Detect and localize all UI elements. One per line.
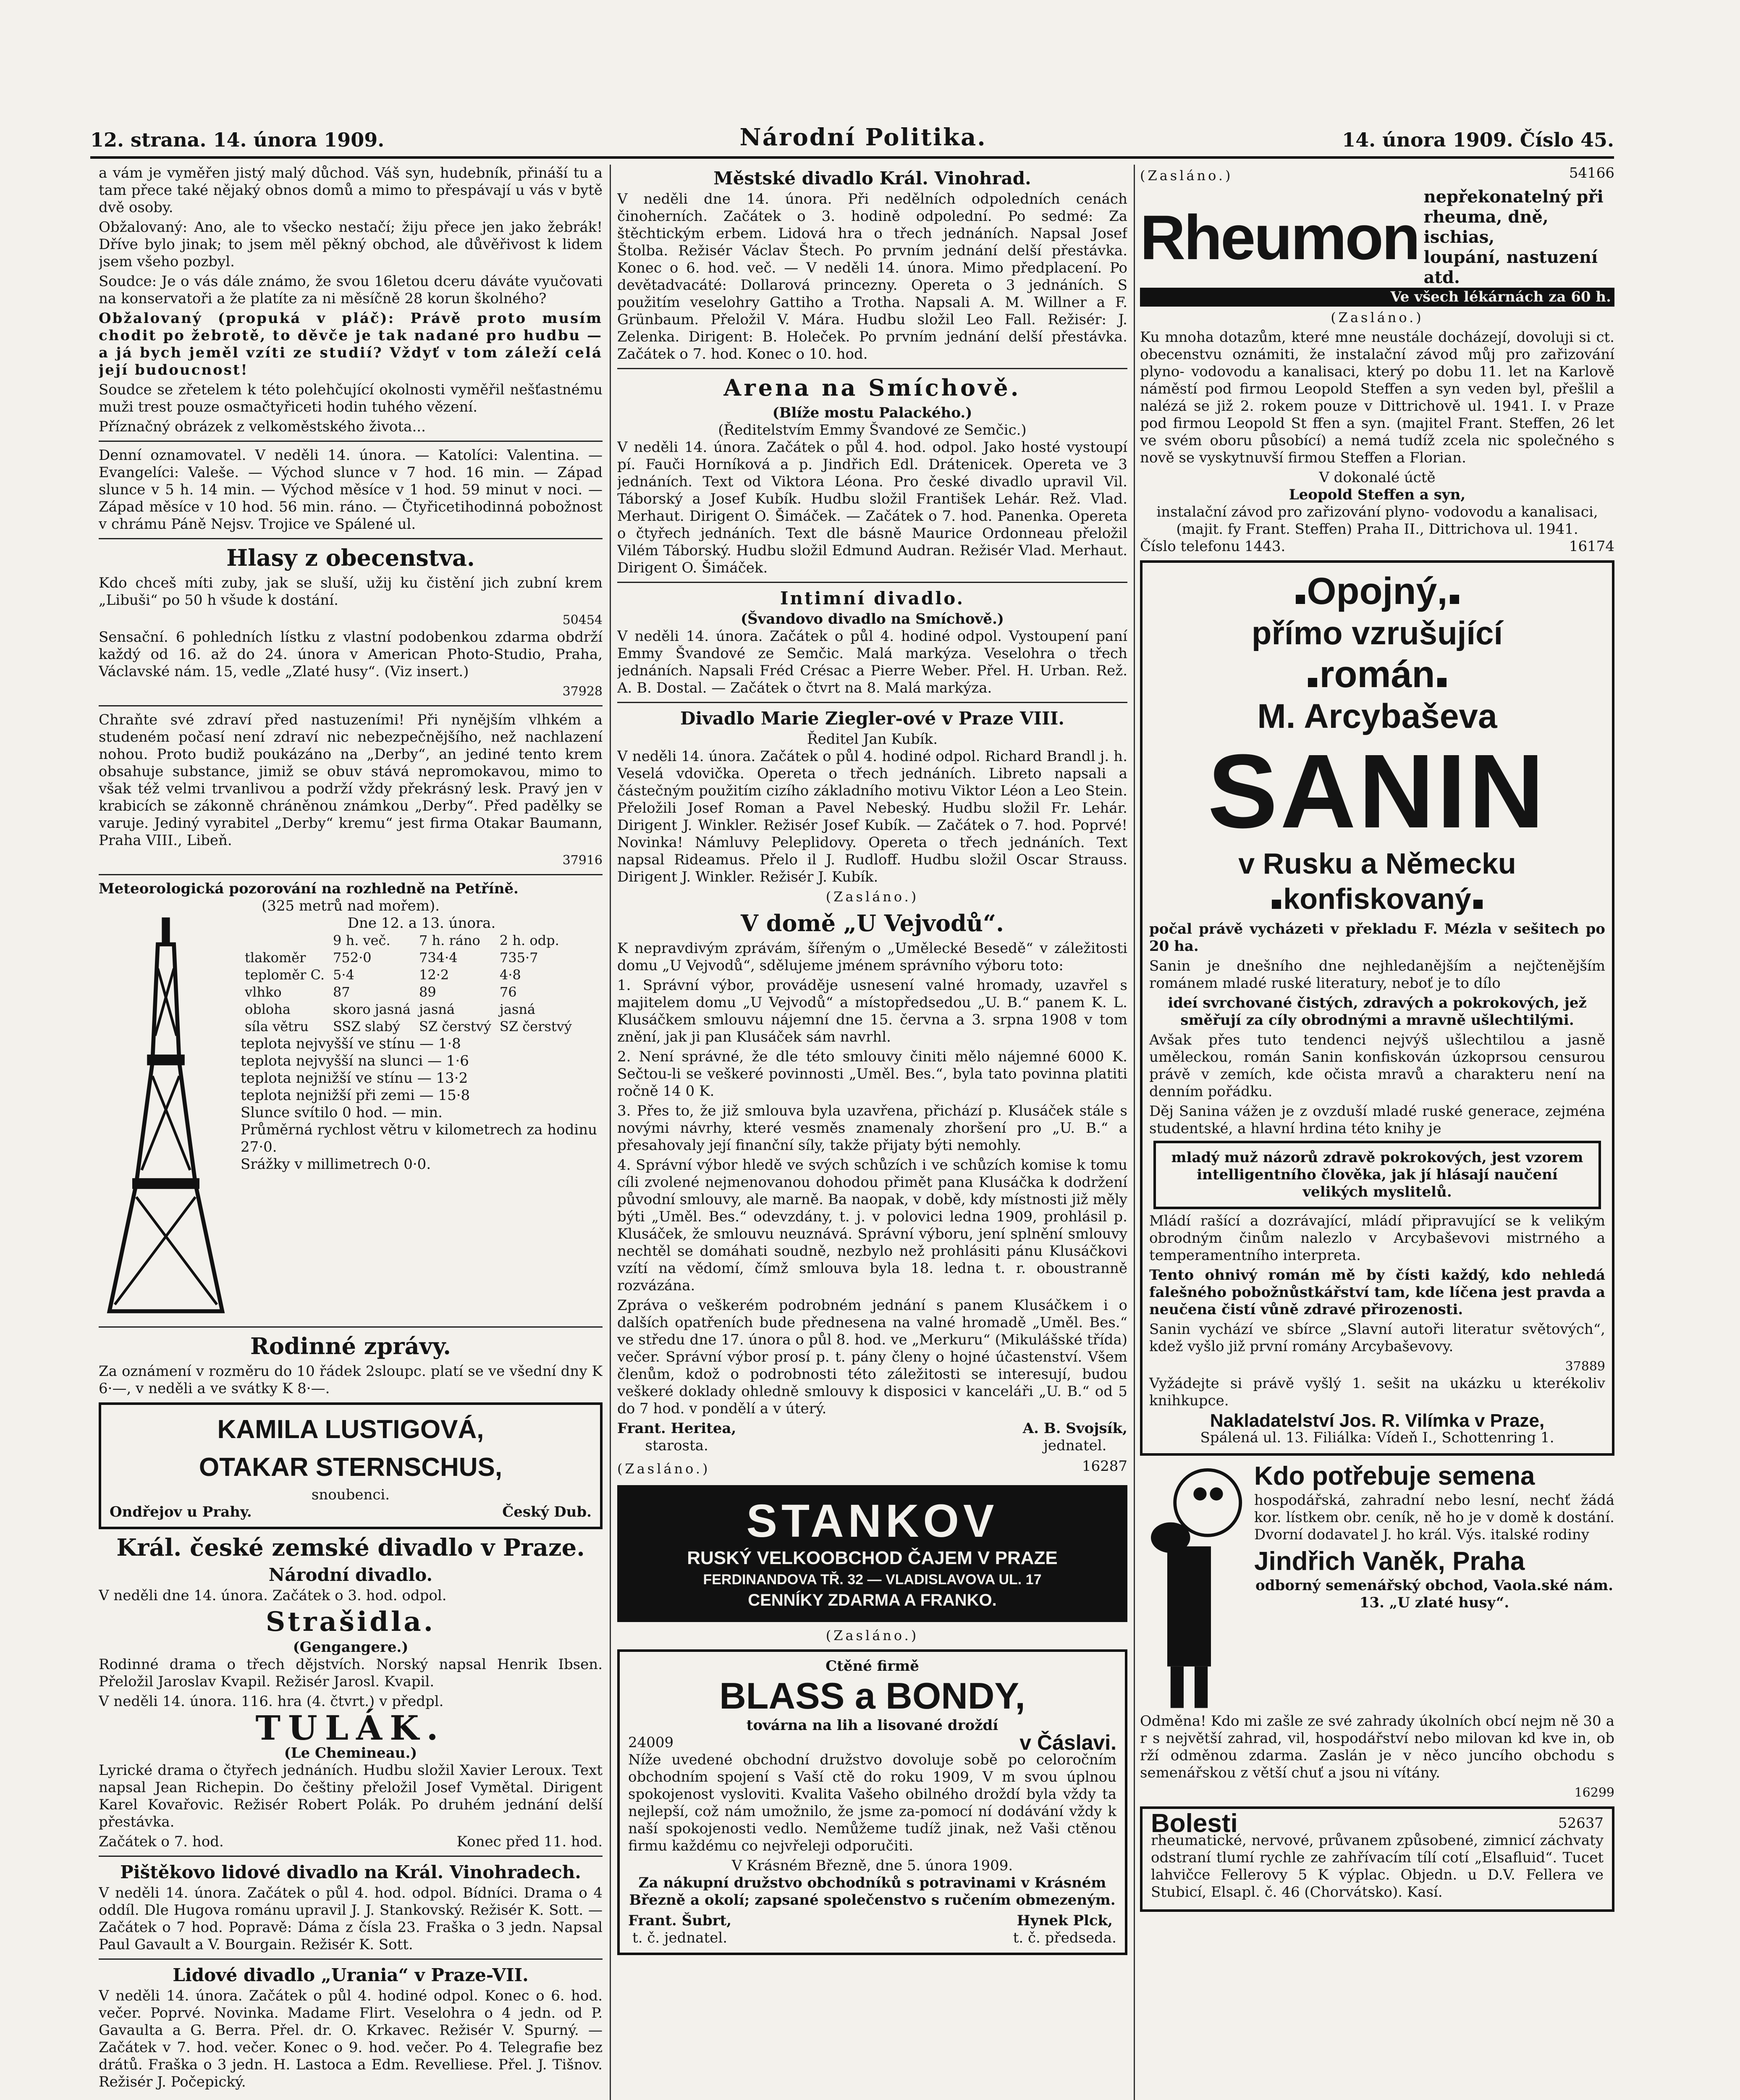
town: v Čáslavi. xyxy=(1019,1731,1116,1754)
meteo-value: 76 xyxy=(499,984,517,1000)
theater-heading: Král. české zemské divadlo v Praze. xyxy=(116,1534,585,1562)
ad-box: mladý muž názorů zdravě pokrokových, jest vzorem intelligentního člověka, jak jí hlásají naučení velikých myslitelů. xyxy=(1153,1141,1601,1209)
ad-text: Vyžádejte si právě vyšlý 1. sešit na ukázku u kterékoliv knihkupce. xyxy=(1149,1375,1605,1409)
ad-line: loupání, nastuzení atd. xyxy=(1423,247,1598,287)
notice: Sensační. 6 pohledních lístku z vlastní podobenkou zdarma obdrží každý od 16. až do 24. února v American Photo-Studio, Praha, Václavské nám. 15, vedle „Zlaté husy“. (Viz insert.) xyxy=(99,629,603,680)
section-heading: Rodinné zprávy. xyxy=(250,1333,451,1360)
sanin-line xyxy=(1149,881,1605,916)
meteo-date: Dne 12. a 13. února. xyxy=(347,915,496,932)
notice: Kdo chceš míti zuby, jak se sluší, užij ku čistění jich zubní krem „Libuši“ po 50 h všude k dostání. xyxy=(99,575,603,609)
notice: V neděli dne 14. února. Začátek o 3. hod. odpol. xyxy=(99,1587,447,1604)
ref-number: 37889 xyxy=(1565,1359,1605,1374)
meteo-note: Slunce svítilo 0 hod. — min. xyxy=(241,1104,443,1121)
notice: V neděli dne 14. února. Při nedělních odpoledních cenách činoherních. Začátek o 3. hodině odpolední. Po sedmé: Za štěchtickým erbem. Lidová hra o třech jednáních. Napsal Josef Štolba. Režisér Václav Štech. Po prvním jednání delší přestávka. Konec o 6. hod. več. — V neděli 14. února. Mimo předplacení. Po devětadvacáté: Dollarová princezny. Opereta o 3 jednáních. S použitím veselohry Gattiho a Trotha. Napsali A. M. Willner a F. Grünbaum. Přeložil V. Mára. Hudbu složil Leo Fall. Režisér: J. Zelenka. Dirigent: B. Holeček. Po prvním jednání delší přestávka. Začátek o 7. hod. Konec o 10. hod. xyxy=(617,191,1127,362)
ref-number: 16299 xyxy=(1574,1785,1614,1800)
rheumon-ad xyxy=(1140,187,1614,288)
article-paragraph: Soudce se zřetelem k této polehčující okolnosti vyměřil nešťastnému muži trest pouze osmačtyřiceti hodin tuhého vězení. xyxy=(99,381,603,415)
section-heading: Arena na Smíchově. xyxy=(723,374,1021,401)
ref-number: 37928 xyxy=(562,684,603,699)
separator xyxy=(617,368,1127,369)
notice: Rodinné drama o třech dějstvích. Norský napsal Henrik Ibsen. Přeložil Jaroslav Kvapil. Režisér Jarosl. Kvapil. xyxy=(99,1656,603,1690)
notice: V neděli 14. února. 116. hra (4. čtvrt.) v předpl. xyxy=(99,1693,444,1710)
subheading: Lidové divadlo „Urania“ v Praze-VII. xyxy=(173,1965,529,1985)
sanin-line: M. Arcybaševa xyxy=(1257,697,1497,735)
meteo-note: teplota nejvyšší ve stínu — 1·8 xyxy=(241,1035,461,1052)
blass-bondy-ad xyxy=(617,1649,1127,1955)
meteo-header-row xyxy=(241,932,576,949)
zaslano-label: (Zasláno.) xyxy=(825,1628,919,1643)
ad-text: Odměna! Kdo mi zašle ze své zahrady úkolních obcí nejm ně 30 a r s největší zahrad, vil, hospodářství nebo milovan kd kve in, ob rží odměnou zdarma. Zaslán je v něco juncího obchodu s semenářskou z větší chuť a jsou ni vítány. xyxy=(1140,1713,1614,1781)
bolesti-ad xyxy=(1140,1806,1614,1912)
ref-number: 37916 xyxy=(562,853,603,868)
separator xyxy=(99,874,603,875)
ad-line: Ve všech lékárnách za 60 h. xyxy=(1140,288,1614,307)
seed-title: Kdo potřebuje semena xyxy=(1254,1462,1535,1491)
seed-ad xyxy=(1140,1461,1614,1713)
meteo-value: 4·8 xyxy=(499,967,521,983)
wedding-announcement xyxy=(99,1402,603,1529)
meteo-value: 734·4 xyxy=(419,950,458,966)
rheumon-logo: Rheumon xyxy=(1140,202,1419,273)
subheading: Národní divadlo. xyxy=(268,1564,433,1585)
notice: Chraňte své zdraví před nastuzeními! Při nynějším vlhkém a studeném počasí není zdraví nic nebezpečnějšího, než nachlazení nohou. Proto budiž poukázáno na „Derby“, an jediné tento krem obsahuje substance, jimiž se obuv stává nepromokavou, mimo to však též velmi trvanlivou a podrží vždy překrásný lesk. Pravý jen v krabicích se zákonně chráněnou známkou „Derby“. Před padělky se varuje. Jediný vyrabitel „Derby“ kremu“ jest firma Otakar Baumann, Praha VIII., Libeň. xyxy=(99,711,603,849)
meteo-label: teploměr C. xyxy=(245,967,325,983)
sanin-line: přímo vzrušující xyxy=(1251,614,1503,651)
phone: Číslo telefonu 1443. xyxy=(1140,538,1286,555)
header-left: 12. strana. 14. února 1909. xyxy=(90,129,385,151)
zaslano-label: (Zasláno.) xyxy=(617,1461,710,1477)
bride-name: KAMILA LUSTIGOVÁ, xyxy=(217,1415,484,1444)
separator xyxy=(99,441,603,442)
company-name: BLASS a BONDY, xyxy=(719,1675,1025,1717)
meteo-value: 87 xyxy=(333,984,350,1000)
signature-role: t. č. předseda. xyxy=(1013,1929,1116,1946)
play-title: Strašidla. xyxy=(265,1606,436,1638)
ref-number: 52637 xyxy=(1558,1815,1604,1832)
meteo-value: SZ čerstvý xyxy=(419,1018,491,1034)
ad-stamp: Za nákupní družstvo obchodníků s potravinami v Krásném Březně a okolí; zapsané společenstvo s ručením obmezeným. xyxy=(629,1874,1116,1908)
page-header xyxy=(90,123,1614,151)
article-paragraph: Příznačný obrázek z velkoměstského života... xyxy=(99,418,426,435)
stankov-line: CENNÍKY ZDARMA A FRANKO. xyxy=(748,1591,997,1609)
play-subtitle: (Gengangere.) xyxy=(293,1639,409,1656)
separator xyxy=(617,582,1127,583)
meteo-subtitle: (325 metrů nad mořem). xyxy=(261,898,440,914)
engaged-label: snoubenci. xyxy=(311,1486,390,1503)
ad-line: rheuma, dně, ischias, xyxy=(1423,207,1549,247)
meteo-label: obloha xyxy=(245,1001,291,1017)
signature-name: Hynek Plck, xyxy=(1017,1912,1113,1929)
sanin-line: v Rusku a Německu xyxy=(1238,847,1516,880)
ad-text: rheumatické, nervové, průvanem způsobené, zimnicí záchvaty odstraní tlumí rychle ze zahřívacím tílí cotí „Elsafluid“. Tucet lahvičce Fellerovy 5 K výplac. Objedn. u D.V. Fellera ve Stubicí, Elsapl. č. 46 (Chorvátsko). Kasí. xyxy=(1151,1832,1604,1900)
ad-line: V dokonalé úctě xyxy=(1319,469,1436,486)
subheading: Intimní divadlo. xyxy=(780,588,965,609)
header-title: Národní Politika. xyxy=(739,123,987,151)
start-time: Začátek o 7. hod. xyxy=(99,1833,224,1850)
column-1 xyxy=(99,165,603,2100)
town-right: Český Dub. xyxy=(502,1504,592,1520)
article-paragraph: Obžalovaný (propuká v pláč): Právě proto musím chodit po žebrotě, to děvče je tak nadané pro hudbu — a já bych jeměl vzíti ze studií? Vždyť v tom záleží celá její budoucnost! xyxy=(99,310,603,378)
stankov-logo: STANKOV xyxy=(746,1495,998,1547)
meteo-row xyxy=(241,1001,576,1018)
ad-text: Níže uvedené obchodní družstvo dovoluje sobě po celoročním obchodním spojení s Vaší ctě do roku 1909, V m svou úplnou spokojenost vysloviti. Kvalita Vašeho obilného droždí byla vždy ta nejlepší, což nám umožnilo, že jsme za-pomocí ní dodávání vždy k naší spokojenosti vedlo. Nemůžeme tudíž jinak, než Vaši ctěnou firmu každému co nejvřeleji odporučiti. xyxy=(628,1751,1116,1854)
farmer-illustration xyxy=(1140,1461,1249,1713)
section-heading: Hlasy z obecenstva. xyxy=(226,544,475,571)
ref-number: 54166 xyxy=(1569,165,1614,181)
play-title: TULÁK. xyxy=(255,1708,446,1748)
column-divider xyxy=(610,165,611,2100)
meteo-title: Meteorologická pozorování na rozhledně na Petříně. xyxy=(99,880,519,897)
zaslano-label: (Zasláno.) xyxy=(1140,168,1233,184)
header-rule xyxy=(90,156,1614,159)
meteo-value: 752·0 xyxy=(333,950,372,966)
meteo-note: teplota nejnižší při zemi — 15·8 xyxy=(241,1087,470,1104)
notice: Ku mnoha dotazům, které mne neustále docházejí, dovoluji si ct. obecenstvu oznámiti, že instalační závod můj pro zařizování plyno- vodovodu a kanalisaci, který po dobu 11. let na Karlově náměstí pod firmou Leopold Steffen a syn veden byl, přešlil a nalézá se již 2. rokem pouze v Dittrichově ul. 1941. I. v Praze pod firmou Leopold St ffen a syn. (majitel Frant. Steffen, 26 let ve svém oboru působící) a nemá tudíž zcela nic společného s nově se vyskytnuvší firmou Steffen a Florian. xyxy=(1140,329,1614,466)
ref-number: 24009 xyxy=(628,1734,674,1751)
separator xyxy=(99,538,603,539)
notice: Lyrické drama o čtyřech jednáních. Hudbu složil Xavier Leroux. Text napsal Jean Richepin. Do češtiny přeložil Josef Vymětal. Dirigent Karel Kovařovic. Režisér Robert Polák. Po druhém jednání delší přestávka. xyxy=(99,1762,603,1830)
stankov-ad xyxy=(617,1485,1127,1622)
meteo-block xyxy=(99,915,603,1321)
subheading: Pištěkovo lidové divadlo na Král. Vinohradech. xyxy=(120,1862,581,1882)
ad-text: Avšak přes tuto tendenci nejvýš ušlechtilou a jasně uměleckou, román Sanin konfiskován úzkoprsou censurou právě v zemích, kde očista mravů a charakteru není na denním pořádku. xyxy=(1149,1032,1605,1100)
ad-text: ideí svrchované čistých, zdravých a pokrokových, jež směřují za cíly obrodnými a mravně ušlechtilými. xyxy=(1168,995,1587,1029)
article-paragraph: Obžalovaný: Ano, ale to všecko nestačí; žiju přece jen jako žebrák! Dříve bylo jinak; to jsem měl pěkný obchod, ale důvěřivost k lidem jsem všeho pozbyl. xyxy=(99,219,603,270)
ad-text: Sanin vychází ve sbírce „Slavní autoři literatur světových“, kdež vyšlo již první romány Arcybaševovy. xyxy=(1149,1321,1605,1355)
column-divider xyxy=(1134,165,1135,2100)
separator xyxy=(617,702,1127,703)
notice: V neděli 14. února. Začátek o půl 4. hodiné odpol. Konec o 6. hod. večer. Poprvé. Novinka. Madame Flirt. Veselohra o 4 jedn. od P. Gavaulta a G. Berra. Přel. dr. O. Krkavec. Režisér V. Spurný. — Začátek v 7. hod. večer. Konec o 9. hod. večer. Po 4. Telegrafie bez drátů. Fraška o 3 jedn. H. Lastoca a Edm. Revelliese. Přel. J. Tišnov. Režisér J. Počepický. xyxy=(99,1987,603,2090)
notice: V neděli 14. února. Začátek o půl 4. hodiné odpol. Vystoupení paní Emmy Švandové ze Semčic. Malá markýza. Veselohra o třech jednáních. Napsali Fréd Crésac a Pierre Weber. Přel. H. Urban. Rež. A. B. Dostal. — Začátek o čtvrt na 8. Malá markýza. xyxy=(617,628,1127,696)
ad-text: Děj Sanina vážen je z ovzduší mladé ruské generace, zejména studentské, a hlavní hrdina této knihy je xyxy=(1149,1103,1605,1137)
meteo-col: 7 h. ráno xyxy=(419,932,480,948)
meteo-value: skoro jasná xyxy=(333,1001,411,1017)
meteo-row xyxy=(241,984,576,1001)
meteo-value: jasná xyxy=(499,1001,535,1017)
separator xyxy=(99,1856,603,1857)
meteo-value: SZ čerstvý xyxy=(499,1018,572,1034)
meteo-col: 2 h. odp. xyxy=(499,932,559,948)
meteo-col: 9 h. več. xyxy=(333,932,390,948)
meteo-value: 12·2 xyxy=(419,967,449,983)
meteo-value: 5·4 xyxy=(333,967,354,983)
ad-text: Sanin je dnešního dne nejhledanějším a nejčtenějším románem mladé ruské literatury, neboť je to dílo xyxy=(1149,958,1605,992)
meteo-value: SSZ slabý xyxy=(333,1018,401,1034)
meteo-value: jasná xyxy=(419,1001,455,1017)
meteo-note: teplota nejnižší ve stínu — 13·2 xyxy=(241,1070,468,1087)
subheading: (Švandovo divadlo na Smíchově.) xyxy=(741,611,1004,627)
stankov-line: FERDINANDOVA TŘ. 32 — VLADISLAVOVA UL. 17 xyxy=(703,1572,1042,1588)
article-paragraph: Soudce: Je o vás dále známo, že svou 16letou dceru dáváte vyučovati na konservatoři a že platíte za ni měsíčně 28 korun školného? xyxy=(99,273,603,307)
section-heading: V domě „U Vejvodů“. xyxy=(741,910,1004,937)
column-2 xyxy=(617,165,1127,2100)
sanin-text: román xyxy=(1319,654,1435,696)
ad-line: nepřekonatelný při xyxy=(1423,187,1604,207)
play-subtitle: (Le Chemineau.) xyxy=(284,1745,417,1761)
ad-line: Ctěné firmě xyxy=(825,1658,919,1675)
meteo-label: vlhko xyxy=(245,984,282,1000)
ad-text: počal právě vycházeti v překladu F. Mézla v sešitech po 20 ha. xyxy=(1149,921,1605,955)
subheading: (Blíže mostu Palackého.) xyxy=(772,404,972,421)
end-time: Konec před 11. hod. xyxy=(456,1833,603,1850)
groom-name: OTAKAR STERNSCHUS, xyxy=(199,1453,503,1482)
town-left: Ondřejov u Prahy. xyxy=(110,1504,252,1520)
ref-number: 16174 xyxy=(1569,538,1614,555)
subheading: Městské divadlo Král. Vinohrad. xyxy=(713,168,1031,189)
subheading: Ředitel Jan Kubík. xyxy=(807,731,938,748)
signature-role: jednatel. xyxy=(1043,1437,1107,1454)
daily-calendar: Denní oznamovatel. V neděli 14. února. — Katolíci: Valentina. — Evangelíci: Valeše. — Východ slunce v 7 hod. 16 min. — Západ slunce v 5 h. 14 min. — Východ měsíce v 1 hod. 59 minut v noci. — Západ měsíce v 10 hod. 56 min. ráno. — Čtyřicetihodinná pobožnost v chrámu Páně Nejsv. Trojice ve Spálené ul. xyxy=(99,447,603,533)
sanin-text: Opojný, xyxy=(1307,570,1448,612)
signature-name: Frant. Heritea, xyxy=(617,1420,736,1437)
publisher: Nakladatelství Jos. R. Vilímka v Praze, xyxy=(1210,1410,1545,1431)
column-3 xyxy=(1140,165,1614,2100)
notice: V neděli 14. února. Začátek o půl 4. hod. odpol. Jako hosté vystoupí pí. Fauči Horníková a p. Jindřich Edl. Drátenicek. Opereta ve 3 jednáních. Text od Viktora Léona. Pro české divadlo upravil Vil. Táborský a Josef Kubík. Hudbu složil František Lehár. Rež. Vlad. Merhaut. Dirigent O. Šimáček. — Začátek o 7. hod. Panenka. Opereta o čtyřech jednáních. Text dle básně Maurice Ordonneau přeložil Vilém Táborský. Hudbu složil Edmund Audran. Režisér Vlad. Merhaut. Dirigent O. Šimáček. xyxy=(617,439,1127,576)
seed-company: Jindřich Vaněk, Praha xyxy=(1254,1547,1525,1576)
ad-text: hospodářská, zahradní nebo lesní, nechť žádá kor. lístkem obr. ceník, ně ho je v domě k dostání. Dvorní dodavatel J. ho král. Výs. italské rodiny xyxy=(1254,1492,1614,1543)
ref-number: 50454 xyxy=(562,613,603,627)
article-paragraph: 1. Správní výbor, prováděje usnesení valné hromady, uzavřel s majitelem domu „U Vejvodů“ a místopředsedou „U. B.“ panem K. L. Klusáčkem smlouvu nájemní dne 15. června a 3. srpna 1908 v tom znění, jak ji pan Klusáček sám navrhl. xyxy=(617,977,1127,1045)
zaslano-label: (Zasláno.) xyxy=(1331,310,1424,326)
ref-number: 16287 xyxy=(1082,1458,1127,1475)
article-paragraph: 2. Není správné, že dle této smlouvy činiti mělo nájemné 6000 K. Sečtou-li se veškeré povinnosti „Uměl. Bes.“, byla tato povinna platiti ročně 14 0 K. xyxy=(617,1048,1127,1100)
bolesti-title: Bolesti xyxy=(1151,1809,1238,1838)
ad-line: továrna na lih a lisované droždí xyxy=(746,1717,998,1734)
sanin-text: konfiskovaný xyxy=(1283,882,1471,915)
article-paragraph: a vám je vyměřen jistý malý důchod. Váš syn, hudebník, přináší tu a tam přece také nějaký obnos domů a mimo to přespávají u vás v bytě dvě osoby. xyxy=(99,165,603,216)
subheading: (Ředitelstvím Emmy Švandové ze Semčic.) xyxy=(718,422,1027,438)
sanin-title: SANIN xyxy=(1208,732,1547,850)
ad-line: Leopold Steffen a syn, xyxy=(1289,486,1466,503)
signature-role: starosta. xyxy=(645,1437,708,1454)
publisher-address: Spálená ul. 13. Filiálka: Vídeň I., Schottenring 1. xyxy=(1200,1429,1554,1446)
ad-date: V Krásném Březně, dne 5. února 1909. xyxy=(731,1857,1013,1874)
meteo-label: tlakoměr xyxy=(245,950,306,966)
notice: V neděli 14. února. Začátek o půl 4. hod. odpol. Bídníci. Drama o 4 oddíl. Dle Hugova románu upravil J. J. Stankovský. Režisér K. Sott. — Začátek o 7 hod. Popravě: Dáma z čísla 23. Fraška o 3 jedn. Napsal Paul Gavault a V. Bourgain. Režisér K. Sott. xyxy=(99,1885,603,1953)
article-paragraph: 3. Přes to, že již smlouva byla uzavřena, přichází p. Klusáček stále s novými návrhy, které vesměs znamenaly zhoršení pro „U. B.“ a přesahovaly její finanční síly, takže přijaty býti nemohly. xyxy=(617,1102,1127,1154)
subheading: Divadlo Marie Ziegler-ové v Praze VIII. xyxy=(680,708,1065,729)
petrin-tower-illustration xyxy=(99,915,233,1318)
article-paragraph: Zpráva o veškerém podrobném jednání s panem Klusáčkem i o dalších opatřeních bude přednesena na valné hromadě „Uměl. Bes.“ ve středu dne 17. února o půl 8. hod. ve „Merkuru“ (Mikulášské třída) večer. Správní výbor prosí p. t. pány členy o hojné účastenství. Všem členům, kdož o podrobnosti této záležitosti se interesují, budou veškeré doklady ohledně smlouvy k disposici v kanceláři „U. B.“ od 5 do 7 hod. v pondělí a v úterý. xyxy=(617,1297,1127,1417)
ad-text: Mládí rašící a dozrávající, mládí připravující se k velikým obrodným činům nalezlo v Arcybaševovi mistrného a temperamentního interpreta. xyxy=(1149,1213,1605,1264)
notice: Za oznámení v rozměru do 10 řádek 2sloupc. platí se ve všední dny K 6·—, v neděli a ve svátky K 8·—. xyxy=(99,1363,603,1397)
separator xyxy=(99,1326,603,1328)
sanin-line xyxy=(1149,570,1605,613)
ad-text: Tento ohnivý román mě by čísti každý, kdo nehledá falešného pobožnůstkářství tam, kde líčena jest pravda a neučena čistí vůně zdravé přirozenosti. xyxy=(1149,1267,1605,1318)
signature-name: A. B. Svojsík, xyxy=(1022,1420,1127,1437)
meteo-value: 89 xyxy=(419,984,436,1000)
sanin-ad xyxy=(1140,560,1614,1456)
signature-role: t. č. jednatel. xyxy=(632,1929,728,1946)
meteo-label: síla větru xyxy=(245,1018,309,1034)
meteo-row xyxy=(241,966,576,984)
stankov-line: RUSKÝ VELKOOBCHOD ČAJEM V PRAZE xyxy=(687,1548,1058,1568)
ad-line: instalační závod pro zařizování plyno- vodovodu a kanalisaci, (majit. fy Frant. Steffen) Praha II., Dittrichova ul. 1941. xyxy=(1156,504,1598,538)
meteo-value: 735·7 xyxy=(499,950,538,966)
meteo-note: teplota nejvyšší na slunci — 1·6 xyxy=(241,1053,469,1069)
meteo-table xyxy=(241,932,576,1035)
seed-address: odborný semenářský obchod, Vaola.ské nám. 13. „U zlaté husy“. xyxy=(1255,1577,1613,1611)
article-paragraph: K nepravdivým zprávám, šířeným o „Umělecké Besedě“ v záležitosti domu „U Vejvodů“, sdělujeme jménem správního výboru toto: xyxy=(617,940,1127,974)
meteo-row xyxy=(241,1018,576,1035)
meteo-note: Srážky v millimetrech 0·0. xyxy=(241,1156,431,1173)
zaslano-label: (Zasláno.) xyxy=(825,889,919,905)
separator xyxy=(99,705,603,706)
meteo-note: Průměrná rychlost větru v kilometrech za hodinu 27·0. xyxy=(241,1121,597,1155)
separator xyxy=(99,1958,603,1960)
article-paragraph: 4. Správní výbor hledě ve svých schůzích i ve schůzích komise k tomu cíli zvolené nejmenovanou dohodou přimět pana Klusáčka k dodržení původní smlouvy, ale marně. Ba naopak, v době, kdy místnosti již měly býti „Uměl. Bes.“ odevzdány, t. j. v polovici ledna 1909, prohlásil p. Klusáček, že smlouvu neuznává. Správní výboru, jení splnění smlouvy nechtěl se domáhati soudně, nezbylo než prohlásiti pánu Klusáčkovi vzítí na vědomí, čímž smlouva byla 18. ledna t. r. oboustranně rozvázána. xyxy=(617,1157,1127,1294)
signature-name: Frant. Šubrt, xyxy=(628,1912,732,1929)
meteo-row xyxy=(241,949,576,966)
notice: V neděli 14. února. Začátek o půl 4. hodiné odpol. Richard Brandl j. h. Veselá vdovička. Opereta o třech jednáních. Libreto napsali a částečným použitím cizího základního motivu Viktor Léon a Leo Stein. Přeložili Josef Roman a Pavel Nebeský. Hudbu složil Fr. Lehár. Dirigent J. Winkler. Režisér Josef Kubík. — Začátek o 7. hod. Poprvé! Novinka! Námluvy Peleplidovy. Opereta o třech jednáních. Text napsal Rideamus. Přelo il J. Rudloff. Hudbu složil Oscar Strauss. Dirigent J. Winkler. Režisér J. Kubík. xyxy=(617,748,1127,885)
sanin-line xyxy=(1149,653,1605,696)
header-right: 14. února 1909. Číslo 45. xyxy=(1342,129,1614,151)
